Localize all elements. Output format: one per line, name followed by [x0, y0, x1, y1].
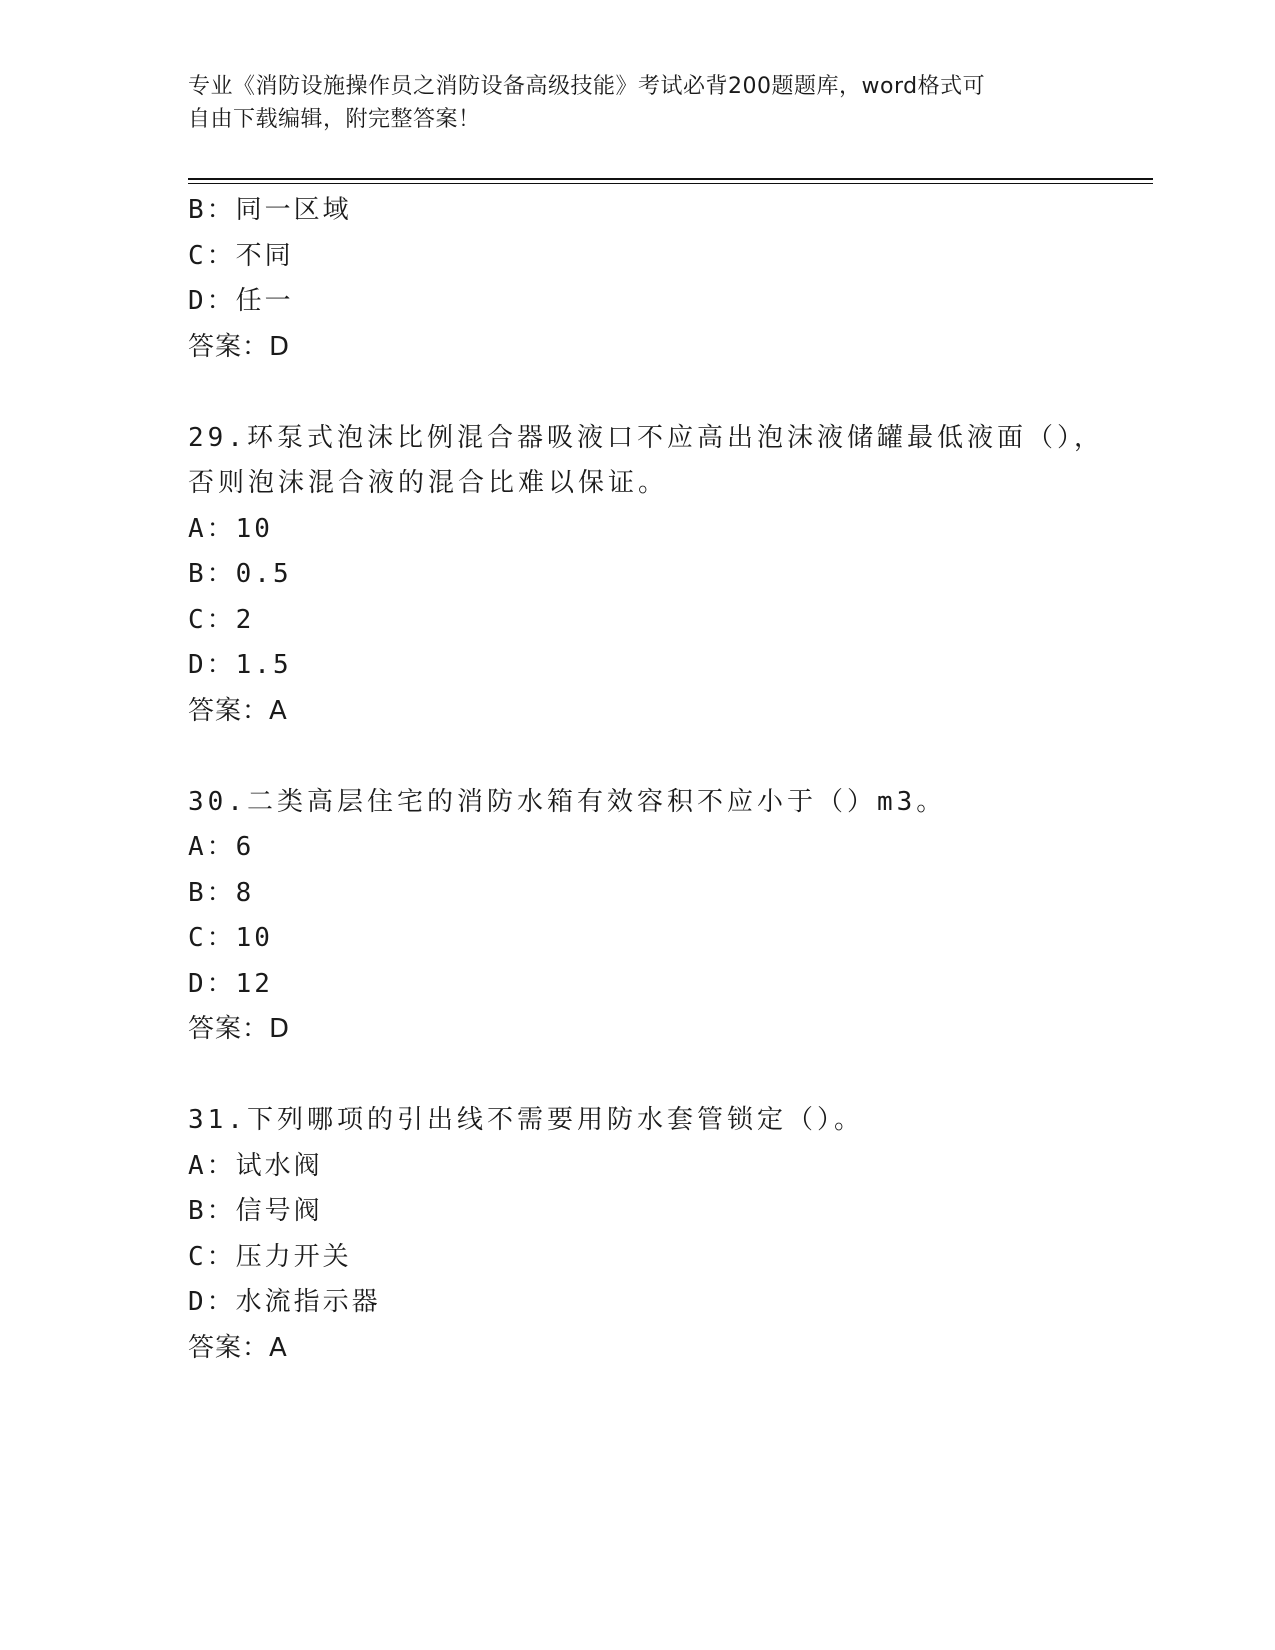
question-block-29 [188, 416, 1104, 735]
option-d: D：任一 [188, 286, 294, 316]
header-divider-thin [188, 183, 1153, 184]
option-b: B：信号阀 [188, 1196, 323, 1226]
option-a: A：试水阀 [188, 1150, 323, 1181]
option-d: D：水流指示器 [188, 1287, 381, 1317]
answer-line: 答案：A [188, 1332, 288, 1363]
question-block-31 [188, 1098, 1088, 1371]
question-text: 30.二类高层住宅的消防水箱有效容积不应小于（）m3。 [188, 786, 947, 817]
question-text: 29.环泵式泡沫比例混合器吸液口不应高出泡沫液储罐最低液面（）， [188, 422, 1104, 453]
answer-line: 答案：D [188, 331, 291, 362]
question-text: 31.下列哪项的引出线不需要用防水套管锁定（）。 [188, 1105, 864, 1135]
option-c: C：2 [188, 604, 255, 635]
option-b: B：8 [188, 877, 255, 908]
header-line-2: 自由下载编辑，附完整答案！ [188, 107, 481, 132]
option-b: B：同一区域 [188, 195, 352, 225]
header-divider-thick [188, 178, 1153, 180]
answer-line: 答案：A [188, 695, 288, 726]
question-block-28 [188, 188, 1088, 370]
option-d: D：1.5 [188, 650, 292, 680]
answer-line: 答案：D [188, 1014, 291, 1044]
option-b: B：0.5 [188, 559, 292, 589]
header-line-1: 专业《消防设施操作员之消防设备高级技能》考试必背200题题库，word格式可 [188, 74, 986, 99]
question-text: 否则泡沫混合液的混合比难以保证。 [188, 468, 669, 498]
option-a: A：10 [188, 513, 273, 544]
option-c: C：压力开关 [188, 1241, 352, 1272]
option-c: C：不同 [188, 240, 294, 271]
question-list [188, 188, 1104, 1371]
question-block-30 [188, 780, 1088, 1053]
option-d: D：12 [188, 968, 273, 999]
option-a: A：6 [188, 832, 255, 862]
option-c: C：10 [188, 923, 273, 953]
document-header [188, 70, 1068, 136]
